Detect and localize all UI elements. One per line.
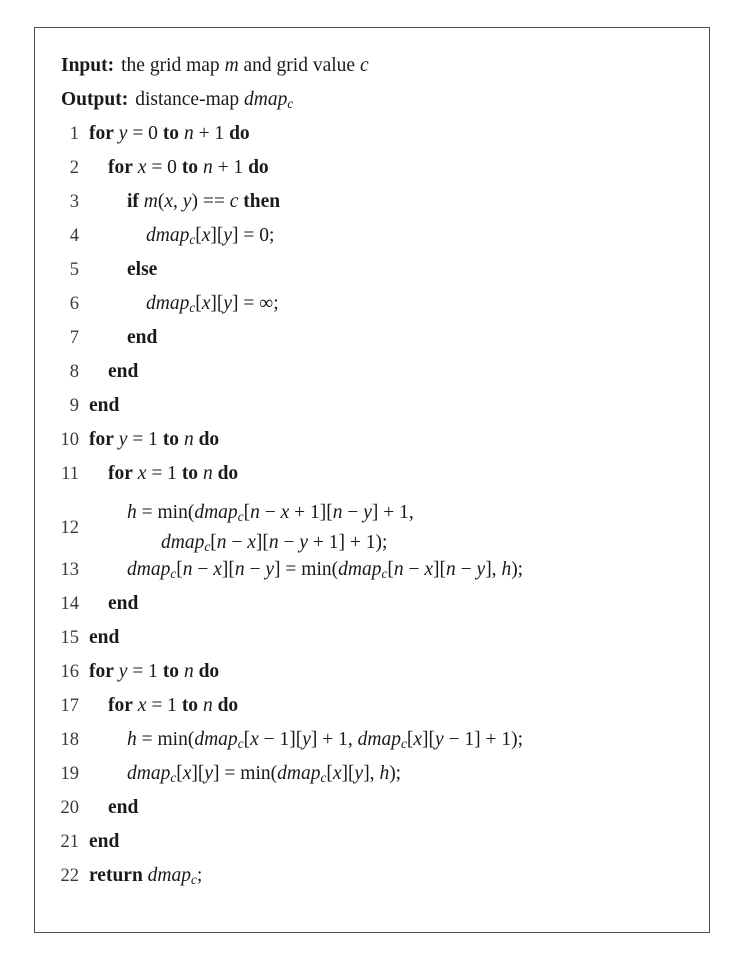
line-number: 19 — [60, 764, 79, 784]
pseudocode-line — [49, 695, 695, 729]
line-code: dmap$_c$[x][y] = ∞; — [146, 293, 279, 315]
line-number: 13 — [60, 560, 79, 580]
pseudocode-line — [49, 497, 695, 559]
line-number: 14 — [60, 594, 79, 614]
pseudocode-line — [49, 157, 695, 191]
line-code: h = min(dmap$_c$[x − 1][y] + 1, dmap$_c$[x][y − 1] + 1); — [127, 729, 524, 751]
algorithm-content — [35, 28, 709, 899]
pseudocode-line — [49, 661, 695, 695]
pseudocode-line — [49, 361, 695, 395]
line-code: if m(x, y) == c then — [127, 191, 281, 212]
line-number: 3 — [69, 192, 79, 212]
line-code: for x = 1 to n do — [108, 695, 239, 716]
pseudocode-line — [49, 395, 695, 429]
line-code: end — [89, 831, 120, 852]
line-code: h = min(dmap$_c$[n − x + 1][n − y] + 1, dmap$_c$[n − x][n − y + 1] + 1); — [127, 502, 414, 554]
line-number: 16 — [60, 662, 79, 682]
line-number: 20 — [60, 798, 79, 818]
algorithm-output-row — [49, 89, 695, 123]
line-code: for y = 1 to n do — [89, 429, 220, 450]
pseudocode-line — [49, 797, 695, 831]
line-code: for x = 1 to n do — [108, 463, 239, 484]
pseudocode-line — [49, 831, 695, 865]
pseudocode-line — [49, 593, 695, 627]
line-code: for y = 0 to n + 1 do — [89, 123, 250, 144]
output-label: Output: — [61, 89, 129, 110]
line-code: else — [127, 259, 158, 280]
line-number: 22 — [60, 866, 79, 886]
pseudocode-line — [49, 225, 695, 259]
line-number: 11 — [61, 464, 79, 484]
line-number: 4 — [69, 226, 79, 246]
line-code: dmap$_c$[n − x][n − y] = min(dmap$_c$[n − x][n − y], h); — [127, 559, 524, 581]
pseudocode-line — [49, 865, 695, 899]
line-code: end — [127, 327, 158, 348]
line-code: dmap$_c$[x][y] = min(dmap$_c$[x][y], h); — [127, 763, 402, 785]
input-description: the grid map m and grid value c — [121, 55, 369, 76]
line-number: 21 — [60, 832, 79, 852]
pseudocode-line — [49, 463, 695, 497]
line-code: end — [89, 395, 120, 416]
line-code: end — [108, 361, 139, 382]
pseudocode-line — [49, 327, 695, 361]
line-number: 18 — [60, 730, 79, 750]
line-code: end — [108, 593, 139, 614]
input-label: Input: — [61, 55, 115, 76]
line-number: 2 — [69, 158, 79, 178]
line-number: 15 — [60, 628, 79, 648]
pseudocode-line — [49, 627, 695, 661]
line-number: 10 — [60, 430, 79, 450]
line-number: 9 — [69, 396, 79, 416]
pseudocode-line — [49, 123, 695, 157]
pseudocode-line — [49, 729, 695, 763]
line-code: for y = 1 to n do — [89, 661, 220, 682]
line-code: return dmap$_c$; — [89, 865, 203, 887]
pseudocode-line — [49, 293, 695, 327]
line-code: end — [89, 627, 120, 648]
line-number: 6 — [69, 294, 79, 314]
line-code: for x = 0 to n + 1 do — [108, 157, 269, 178]
pseudocode-line — [49, 429, 695, 463]
pseudocode-line — [49, 559, 695, 593]
line-number: 7 — [69, 328, 79, 348]
line-number: 17 — [60, 696, 79, 716]
algorithm-input-row — [49, 55, 695, 89]
line-number: 5 — [69, 260, 79, 280]
line-code: end — [108, 797, 139, 818]
line-code: dmap$_c$[x][y] = 0; — [146, 225, 275, 247]
line-number: 12 — [60, 517, 79, 538]
output-description: distance-map dmap$_c$ — [135, 89, 294, 111]
pseudocode-line-list — [49, 123, 695, 899]
algorithm-box — [34, 27, 710, 933]
line-number: 1 — [69, 124, 79, 144]
pseudocode-line — [49, 259, 695, 293]
pseudocode-line — [49, 191, 695, 225]
line-number: 8 — [69, 362, 79, 382]
pseudocode-line — [49, 763, 695, 797]
